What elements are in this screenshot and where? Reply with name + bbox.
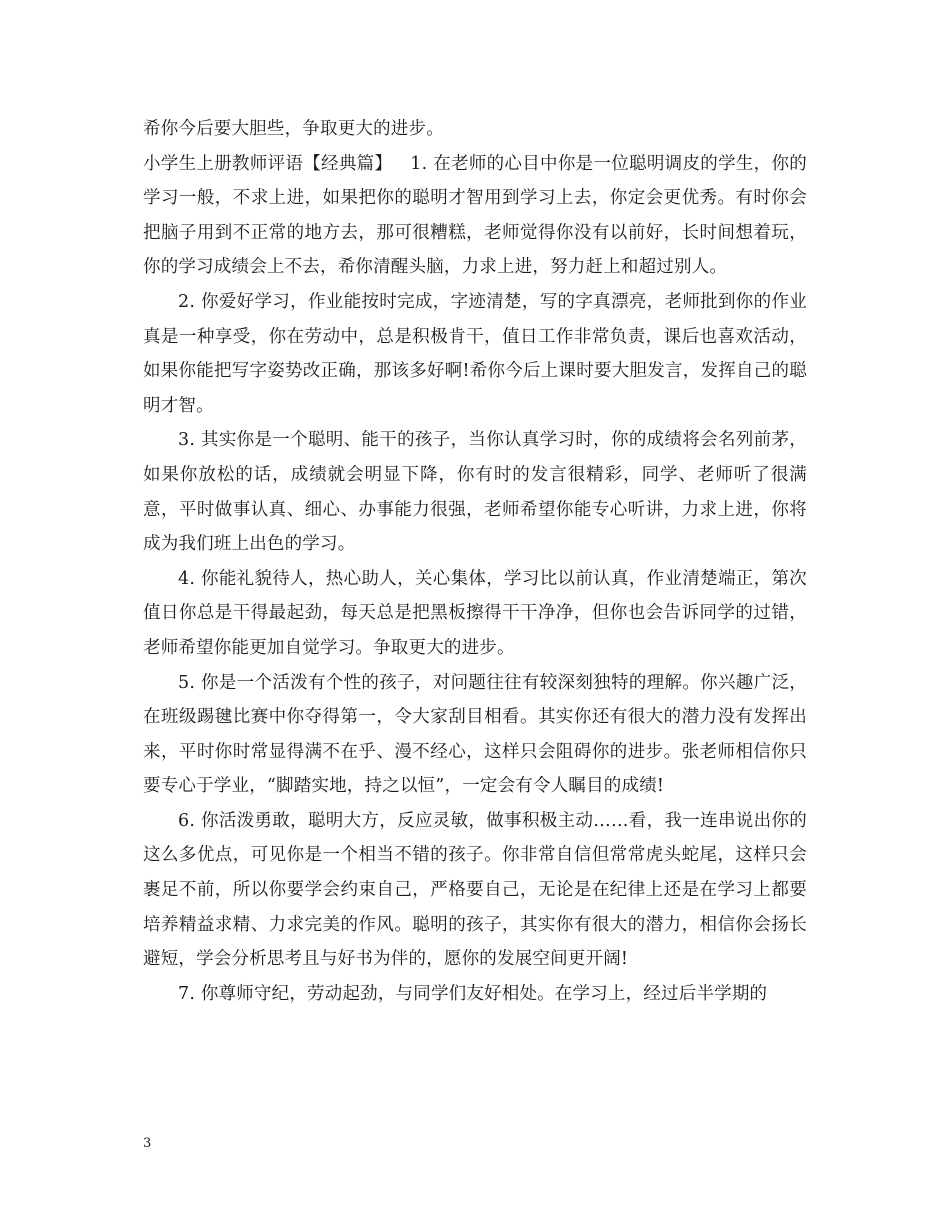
heading-paragraph xyxy=(143,147,807,285)
paragraph-3: 3. 其实你是一个聪明、能干的孩子，当你认真学习时，你的成绩将会名列前茅，如果你放松的话，成绩就会明显下降，你有时的发言很精彩，同学、老师听了很满意，平时做事认真、细心、办事能力很强，老师希望你能专心听讲，力求上进，你将成为我们班上出色的学习。 xyxy=(143,430,807,555)
paragraph-1: 1. 在老师的心目中你是一位聪明调皮的学生，你的学习一般，不求上进，如果把你的聪明才智用到学习上去，你定会更优秀。有时你会把脑子用到不正常的地方去，那可很糟糕，老师觉得你没有以前好，长时间想着玩，你的学习成绩会上不去，希你清醒头脑，力求上进，努力赶上和超过别人。 xyxy=(143,153,807,278)
section-heading: 小学生上册教师评语【经典篇】 xyxy=(143,153,393,174)
paragraph-5: 5. 你是一个活泼有个性的孩子，对问题往往有较深刻独特的理解。你兴趣广泛，在班级踢毽比赛中你夺得第一，令大家刮目相看。其实你还有很大的潜力没有发挥出来，平时你时常显得满不在乎、漫不经心，这样只会阻碍你的进步。张老师相信你只要专心于学业，“脚踏实地，持之以恒”，一定会有令人瞩目的成绩! xyxy=(143,672,807,797)
page-number: 3 xyxy=(143,1136,152,1151)
document-body xyxy=(143,112,807,1011)
paragraph-7: 7. 你尊师守纪，劳动起劲，与同学们友好相处。在学习上，经过后半学期的 xyxy=(178,983,768,1004)
paragraph-2: 2. 你爱好学习，作业能按时完成，字迹清楚，写的字真漂亮，老师批到你的作业真是一种享受，你在劳动中，总是积极肯干，值日工作非常负责，课后也喜欢活动，如果你能把写字姿势改正确，那该多好啊!希你今后上课时要大胆发言，发挥自己的聪明才智。 xyxy=(143,291,807,416)
paragraph-4: 4. 你能礼貌待人，热心助人，关心集体，学习比以前认真，作业清楚端正，第次值日你总是干得最起劲，每天总是把黑板擦得干干净净，但你也会告诉同学的过错，老师希望你能更加自觉学习。争取更大的进步。 xyxy=(143,568,807,658)
paragraph-6: 6. 你活泼勇敢，聪明大方，反应灵敏，做事积极主动……看，我一连串说出你的这么多优点，可见你是一个相当不错的孩子。你非常自信但常常虎头蛇尾，这样只会裹足不前，所以你要学会约束自己，严格要自己，无论是在纪律上还是在学习上都要培养精益求精、力求完美的作风。聪明的孩子，其实你有很大的潜力，相信你会扬长避短，学会分析思考且与好书为伴的，愿你的发展空间更开阔! xyxy=(143,810,807,970)
continued-line: 希你今后要大胆些，争取更大的进步。 xyxy=(143,119,444,139)
